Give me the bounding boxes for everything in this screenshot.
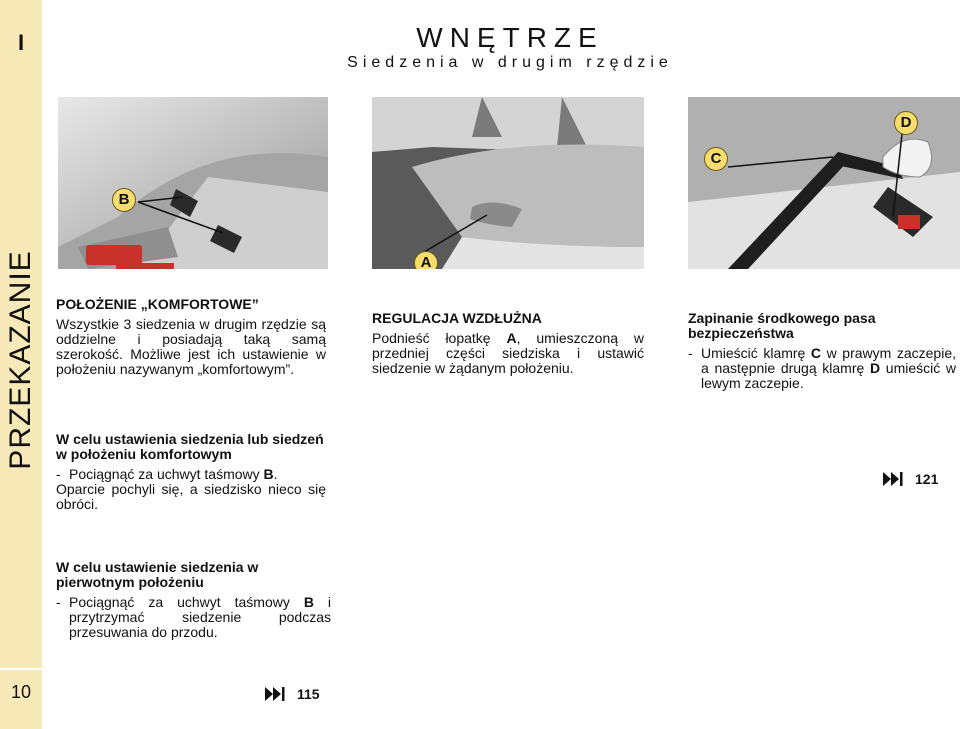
seat-lever-photo bbox=[372, 97, 644, 269]
chapter-number: I bbox=[17, 30, 25, 55]
restore-section bbox=[56, 560, 331, 640]
belt-text-2: w prawym zaczepie, a następnie drugą klamrę bbox=[701, 345, 956, 376]
seatbelt-photo bbox=[688, 97, 960, 269]
restore-heading: W celu ustawienie siedzenia w pierwotnym położeniu bbox=[56, 559, 259, 590]
belt-heading: Zapinanie środkowego pasa bezpieczeństwa bbox=[688, 310, 876, 341]
restore-step-rest: i przytrzymać siedzenie podczas przesuwania do przodu. bbox=[69, 594, 332, 640]
reference-number: 121 bbox=[915, 471, 939, 487]
page-reference-121[interactable] bbox=[883, 471, 938, 487]
comfort-heading: POŁOŻENIE „KOMFORTOWE” bbox=[56, 296, 259, 312]
adjust-heading: W celu ustawienia siedzenia lub siedzeń w położeniu komfortowym bbox=[56, 431, 324, 462]
belt-section bbox=[688, 311, 956, 391]
seat-strap-photo bbox=[58, 97, 328, 269]
label-d: D bbox=[894, 111, 918, 135]
longitudinal-text bbox=[372, 331, 644, 376]
sidebar-divider bbox=[0, 668, 42, 670]
comfort-section bbox=[56, 297, 326, 377]
dash-mark: - bbox=[688, 345, 693, 361]
restore-step bbox=[56, 595, 331, 640]
fast-forward-icon bbox=[883, 472, 903, 486]
belt-ref-c: C bbox=[810, 345, 822, 361]
adjust-section bbox=[56, 432, 326, 512]
adjust-step-ref: B bbox=[263, 466, 274, 482]
page-reference-115[interactable] bbox=[265, 686, 320, 702]
page-subtitle: Siedzenia w drugim rzędzie bbox=[347, 54, 673, 71]
label-b: B bbox=[112, 188, 136, 212]
longitudinal-ref: A bbox=[506, 330, 517, 346]
page-number: 10 bbox=[10, 682, 32, 702]
page-title: WNĘTRZE bbox=[416, 22, 604, 53]
restore-step-text: Pociągnąć za uchwyt taśmowy bbox=[69, 594, 290, 610]
section-title: PRZEKAZANIE bbox=[4, 250, 37, 470]
label-a: A bbox=[414, 251, 438, 269]
belt-text-1: Umieścić klamrę bbox=[701, 345, 806, 361]
fast-forward-icon bbox=[265, 687, 285, 701]
dash-mark: - bbox=[56, 466, 61, 482]
longitudinal-text-start: Podnieść łopatkę bbox=[372, 330, 491, 346]
adjust-step-text: Pociągnąć za uchwyt taśmowy bbox=[69, 466, 260, 482]
adjust-step bbox=[56, 467, 326, 482]
dash-mark: - bbox=[56, 594, 61, 610]
side-title-container bbox=[0, 200, 42, 520]
reference-number: 115 bbox=[297, 686, 320, 702]
longitudinal-heading: REGULACJA WZDŁUŻNA bbox=[372, 310, 542, 326]
adjust-follow-text: Oparcie pochyli się, a siedzisko nieco się obróci. bbox=[56, 481, 326, 512]
restore-step-ref: B bbox=[303, 594, 314, 610]
label-c: C bbox=[704, 147, 728, 171]
longitudinal-section bbox=[372, 311, 644, 376]
belt-ref-d: D bbox=[869, 360, 881, 376]
longitudinal-text-end: , umieszczoną w przedniej części siedziska i ustawić siedzenie w żądanym położeniu. bbox=[372, 330, 644, 376]
adjust-step-end: . bbox=[273, 466, 278, 482]
comfort-text: Wszystkie 3 siedzenia w drugim rzędzie są oddzielne i posiadają taką samą szerokość. Możliwe jest ich ustawienie w położeniu nazywanym „komfortowym”. bbox=[56, 316, 326, 377]
belt-text-3: umieścić w lewym zaczepie. bbox=[701, 360, 957, 391]
belt-step bbox=[688, 346, 956, 391]
